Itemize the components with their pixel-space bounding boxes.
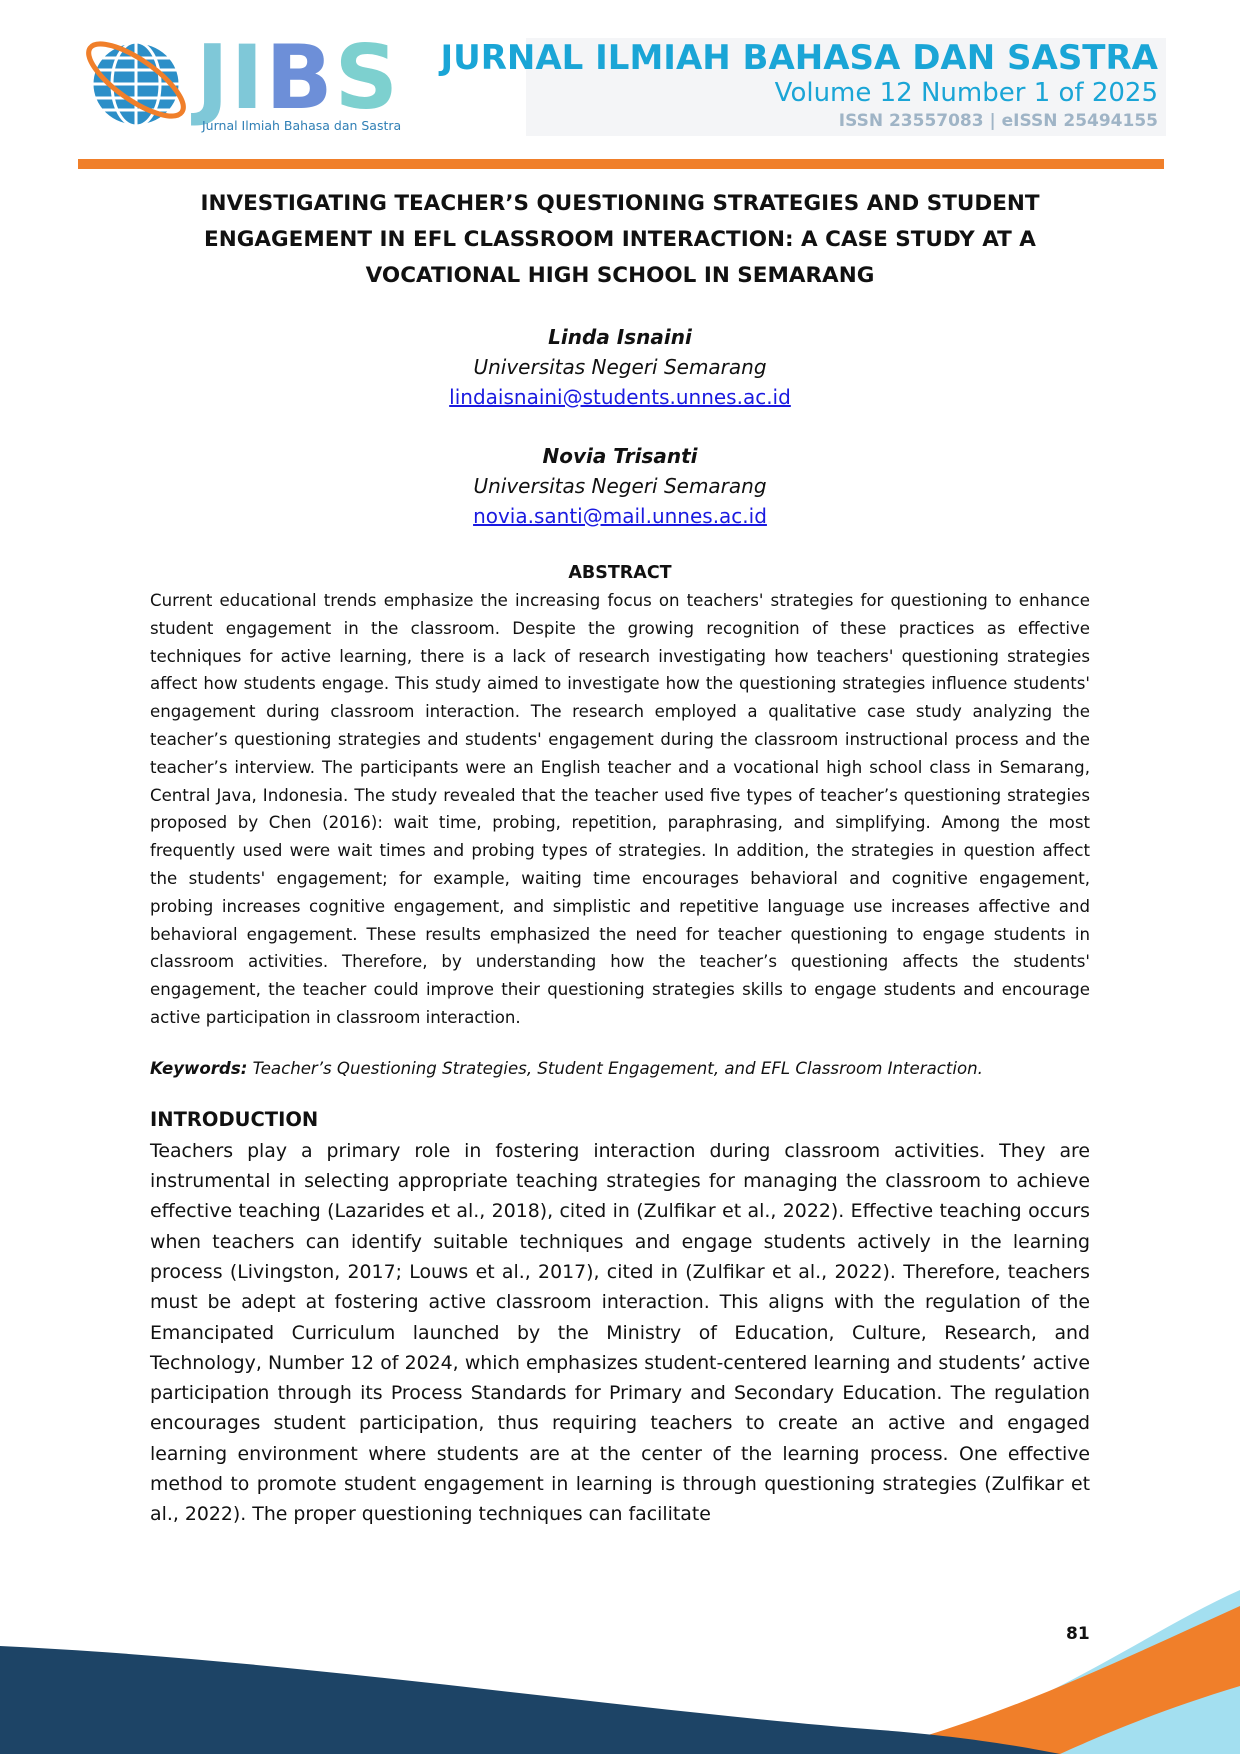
article-body (150, 186, 1090, 1530)
footer-wave-decoration (0, 1590, 1240, 1754)
journal-name: JURNAL ILMIAH BAHASA DAN SASTRA (440, 38, 1158, 78)
journal-volume: Volume 12 Number 1 of 2025 (774, 78, 1158, 108)
abstract-text: Current educational trends emphasize the increasing focus on teachers' strategies for questioning to enhance student engagement in the classroom. Despite the growing recognition of these practices as effective techniques for active learning, there is a lack of research investigating how teachers' questioning strategies affect how students engage. This study aimed to investigate how the questioning strategies influence students' engagement during classroom interaction. The research employed a qualitative case study analyzing the teacher’s questioning strategies and students' engagement during the classroom instructional process and the teacher’s interview. The participants were an English teacher and a vocational high school class in Semarang, Central Java, Indonesia. The study revealed that the teacher used five types of teacher’s questioning strategies proposed by Chen (2016): wait time, probing, repetition, paraphrasing, and simplifying. Among the most frequently used were wait times and probing types of strategies. In addition, the strategies in question affect the students' engagement; for example, waiting time encourages behavioral and cognitive engagement, probing increases cognitive engagement, and simplistic and repetitive language use increases affective and behavioral engagement. These results emphasized the need for teacher questioning to engage students in classroom activities. Therefore, by understanding how the teacher’s questioning affects the students' engagement, the teacher could improve their questioning strategies skills to engage students and encourage active participation in classroom interaction. (150, 591, 1090, 1027)
author-email-link[interactable]: lindaisnaini@students.unnes.ac.id (449, 385, 791, 409)
keywords-line (150, 1056, 1090, 1082)
author-email-link[interactable]: novia.santi@mail.unnes.ac.id (473, 504, 767, 528)
paper-title: INVESTIGATING TEACHER’S QUESTIONING STRATEGIES AND STUDENT ENGAGEMENT IN EFL CLASSROOM INTERACTION: A CASE STUDY AT A VOCATIONAL HIGH SCHOOL IN SEMARANG (200, 191, 1040, 288)
logo-subtitle: Jurnal Ilmiah Bahasa dan Sastra (202, 118, 402, 133)
journal-issn: ISSN 23557083 | eISSN 25494155 (838, 111, 1158, 131)
globe-icon (78, 28, 198, 138)
abstract-heading: ABSTRACT (568, 563, 672, 583)
introduction-text: Teachers play a primary role in fostering interaction during classroom activities. They are instrumental in selecting appropriate teaching strategies for managing the classroom to achieve effective teaching (Lazarides et al., 2018), cited in (Zulfikar et al., 2022). Effective teaching occurs when teachers can identify suitable techniques and engage students actively in the learning process (Livingston, 2017; Louws et al., 2017), cited in (Zulfikar et al., 2022). Therefore, teachers must be adept at fostering active classroom interaction. This aligns with the regulation of the Emancipated Curriculum launched by the Ministry of Education, Culture, Research, and Technology, Number 12 of 2024, which emphasizes student-centered learning and students’ active participation through its Process Standards for Primary and Secondary Education. The regulation encourages student participation, thus requiring teachers to create an active and engaged learning environment where students are at the center of the learning process. One effective method to promote student engagement in learning is through questioning strategies (Zulfikar et al., 2022). The proper questioning techniques can facilitate (150, 1139, 1090, 1526)
author-affiliation: Universitas Negeri Semarang (473, 474, 767, 498)
page-number: 81 (1066, 1624, 1090, 1644)
header-divider (78, 159, 1164, 169)
journal-header (0, 0, 1240, 170)
author-affiliation: Universitas Negeri Semarang (473, 355, 767, 379)
author-name: Novia Trisanti (542, 444, 698, 468)
author-name: Linda Isnaini (548, 325, 692, 349)
logo-wordmark: JIBS (196, 26, 400, 129)
keywords-label: Keywords: (150, 1058, 248, 1078)
author-block (150, 441, 1090, 531)
introduction-heading: INTRODUCTION (150, 1107, 319, 1131)
author-block (150, 322, 1090, 412)
journal-logo (78, 28, 438, 138)
keywords-list: Teacher’s Questioning Strategies, Student Engagement, and EFL Classroom Interaction. (247, 1058, 983, 1078)
